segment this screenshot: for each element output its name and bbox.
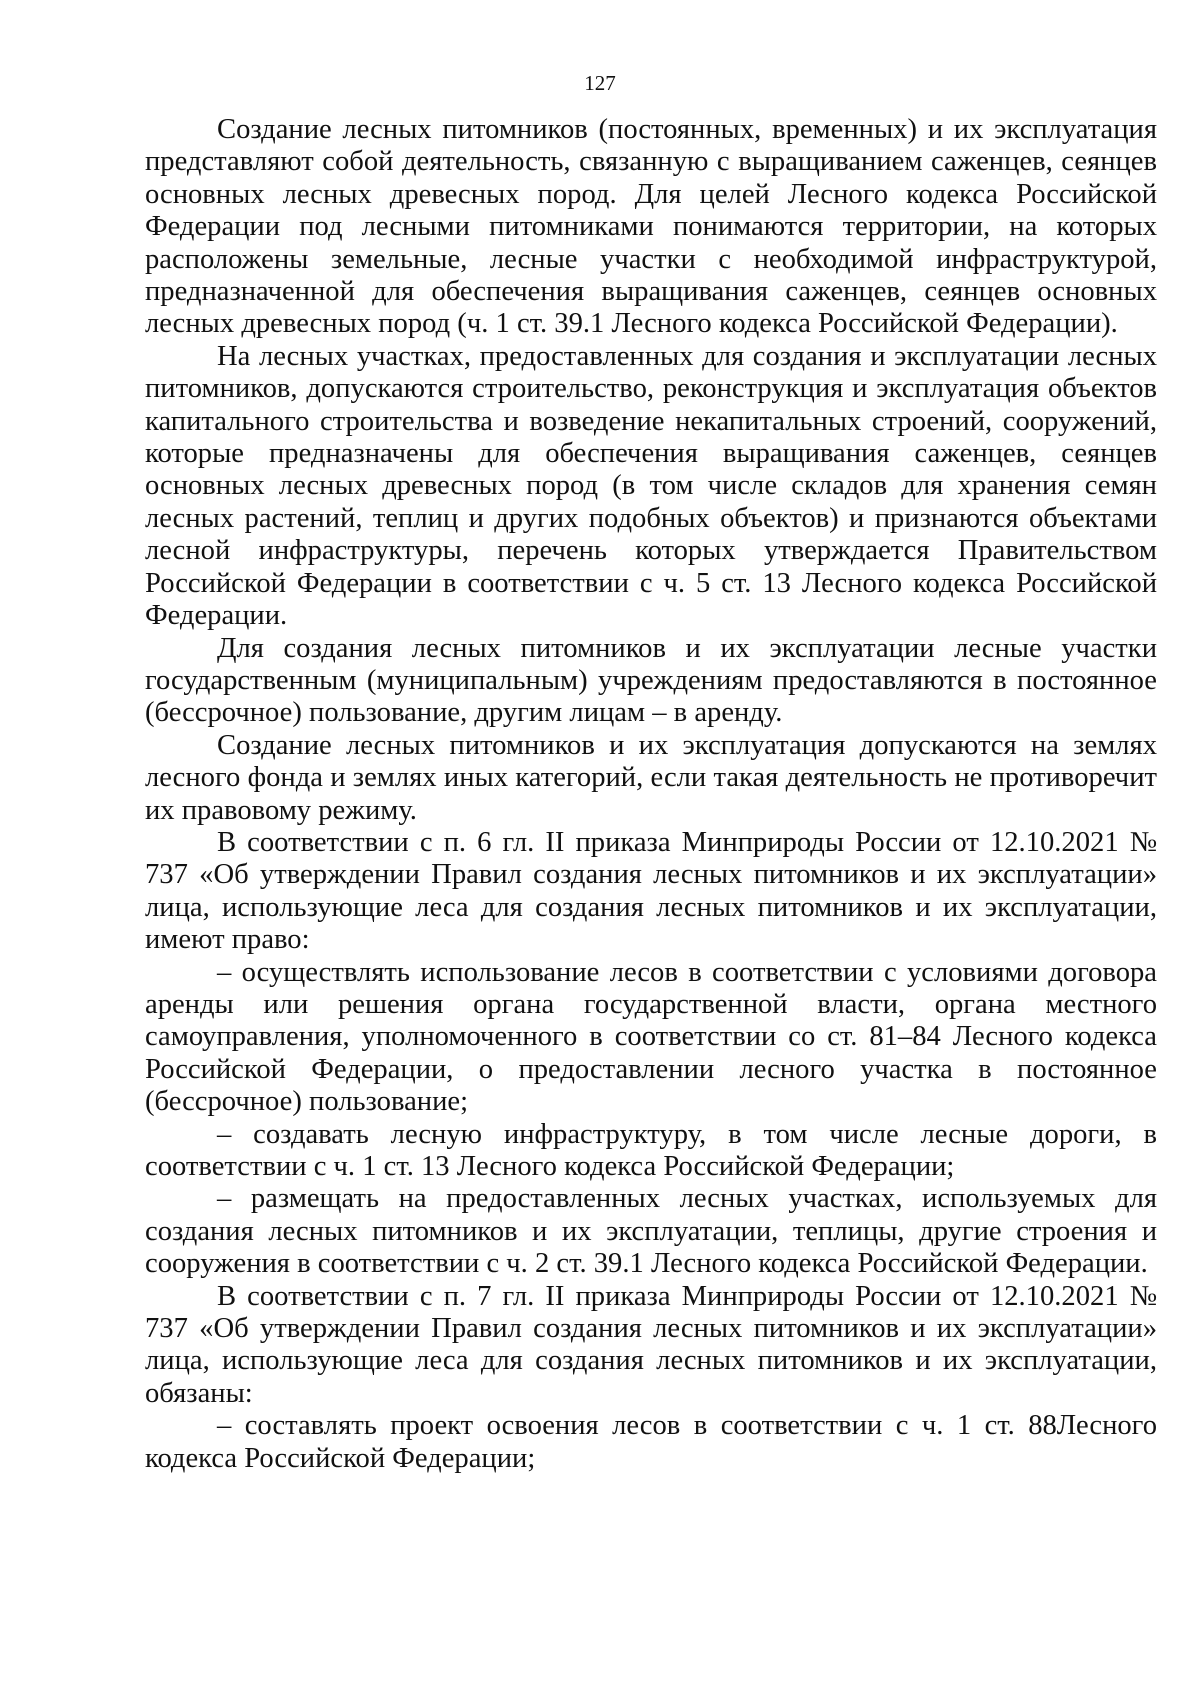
paragraph-nurseries-definition: Создание лесных питомников (постоянных, временных) и их эксплуатация представляют собой деятельность, связанную с выращиванием саженцев, сеянцев основных лесных древесных пород. Для целей Лесного кодекса Российской Федерации под лесными питомниками понимаются территории, на которых расположены земельные, лесные участки с необходимой инфраструктурой, предназначенной для обеспечения выращивания саженцев, сеянцев основных лесных древесных пород (ч. 1 ст. 39.1 Лесного кодекса Российской Федерации). xyxy=(145,114,1157,340)
paragraph-nursery-infrastructure: На лесных участках, предоставленных для создания и эксплуатации лесных питомников, допускаются строительство, реконструкция и эксплуатация объектов капитального строительства и возведение некапитальных строений, сооружений, которые предназначены для обеспечения выращивания саженцев, сеянцев основных лесных древесных пород (в том числе складов для хранения семян лесных растений, теплиц и других подобных объектов) и признаются объектами лесной инфраструктуры, перечень которых утверждается Правительством Российской Федерации в соответствии с ч. 5 ст. 13 Лесного кодекса Российской Федерации. xyxy=(145,340,1157,632)
document-body xyxy=(145,114,1157,1475)
list-item-obligation-project: – составлять проект освоения лесов в соответствии с ч. 1 ст. 88Лесного кодекса Российской Федерации; xyxy=(145,1410,1157,1474)
paragraph-obligations-intro: В соответствии с п. 7 гл. II приказа Минприроды России от 12.10.2021 № 737 «Об утверждении Правил создания лесных питомников и их эксплуатации» лица, использующие леса для создания лесных питомников и их эксплуатации, обязаны: xyxy=(145,1280,1157,1409)
paragraph-land-provision: Для создания лесных питомников и их эксплуатации лесные участки государственным (муниципальным) учреждениям предоставляются в постоянное (бессрочное) пользование, другим лицам – в аренду. xyxy=(145,632,1157,729)
paragraph-rights-intro: В соответствии с п. 6 гл. II приказа Минприроды России от 12.10.2021 № 737 «Об утверждении Правил создания лесных питомников и их эксплуатации» лица, использующие леса для создания лесных питомников и их эксплуатации, имеют право: xyxy=(145,826,1157,956)
list-item-right-use-forests: – осуществлять использование лесов в соответствии с условиями договора аренды или решения органа государственной власти, органа местного самоуправления, уполномоченного в соответствии со ст. 81–84 Лесного кодекса Российской Федерации, о предоставлении лесного участка в постоянное (бессрочное) пользование; xyxy=(145,956,1157,1118)
list-item-right-greenhouses: – размещать на предоставленных лесных участках, используемых для создания лесных питомников и их эксплуатации, теплицы, другие строения и сооружения в соответствии с ч. 2 ст. 39.1 Лесного кодекса Российской Федерации. xyxy=(145,1183,1157,1280)
paragraph-permitted-lands: Создание лесных питомников и их эксплуатация допускаются на землях лесного фонда и землях иных категорий, если такая деятельность не противоречит их правовому режиму. xyxy=(145,729,1157,826)
page-number: 127 xyxy=(584,71,616,95)
list-item-right-infrastructure: – создавать лесную инфраструктуру, в том числе лесные дороги, в соответствии с ч. 1 ст. 13 Лесного кодекса Российской Федерации; xyxy=(145,1118,1157,1182)
